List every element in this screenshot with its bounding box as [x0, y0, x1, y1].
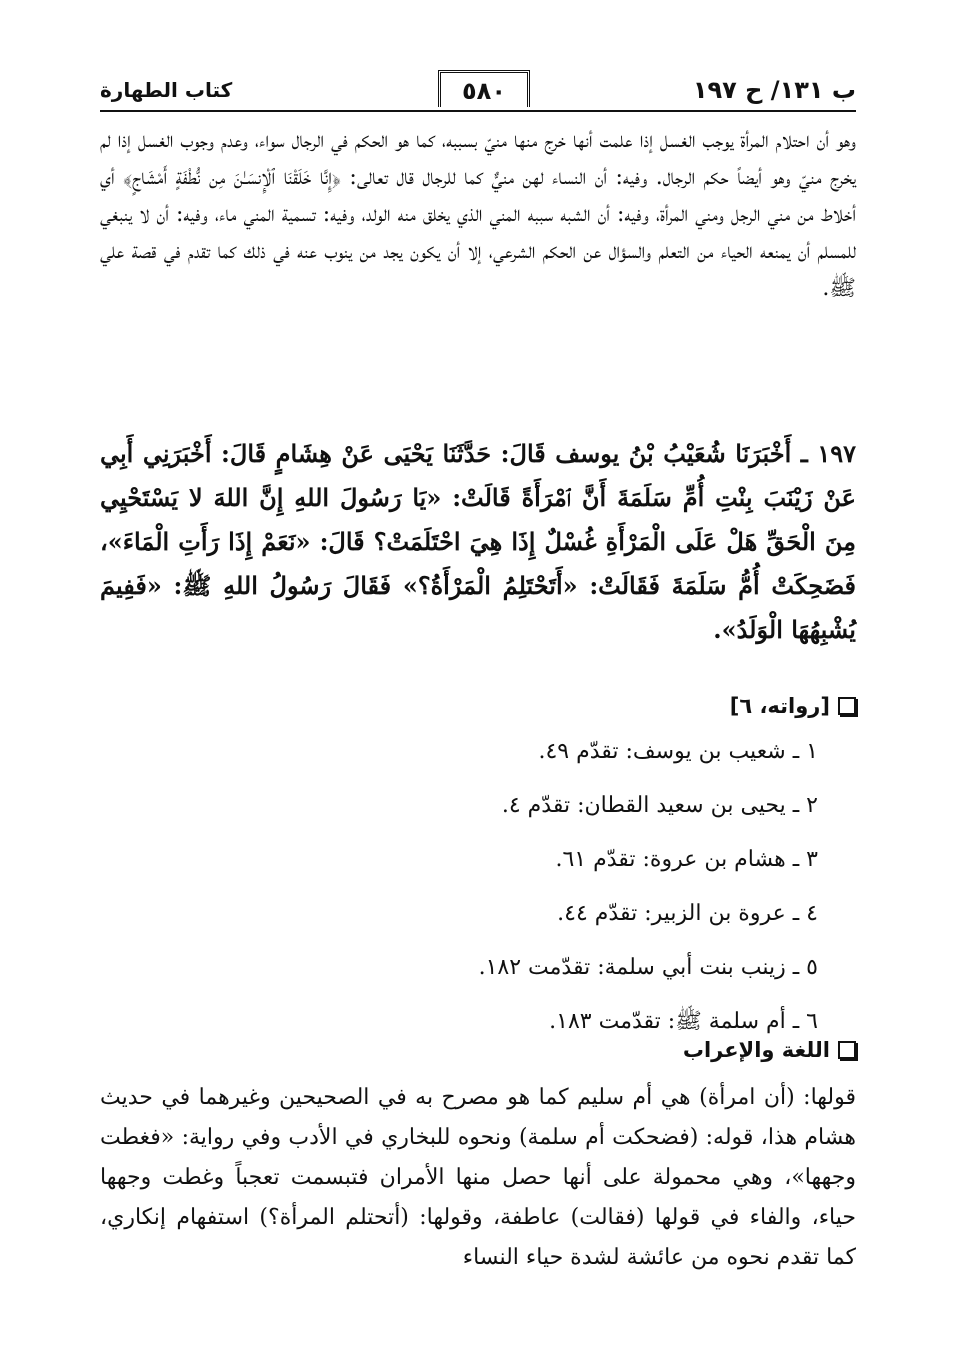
narrator-item: ١ ـ شعيب بن يوسف: تقدّم ٤٩. [538, 739, 818, 764]
language-title-text: اللغة والإعراب [682, 1038, 830, 1062]
page-number: ٥٨٠ [438, 70, 530, 107]
page-header [100, 70, 856, 108]
language-paragraph: قولها: (أن امرأة) هي أم سليم كما هو مصرح به في الصحيحين وغيرهما في حديث هشام هذا، قوله: (فضحكت أم سلمة) ونحوه للبخاري في الأدب وفي رواية: «فغطت وجهها»، وهي محمولة على أنها حصل منها الأمران فتبسمت تعجباً وغطت وجهها حياء، والفاء في قولها (فقالت) عاطفة، وقولها: (أتحتلم المرأة؟) استفهام إنكاري، كما تقدم نحوه من عائشة لشدة حياء النساء [100, 1085, 856, 1270]
narrator-item: ٣ ـ هشام بن عروة: تقدّم ٦١. [555, 847, 818, 872]
narrators-list [479, 732, 818, 1056]
narrators-section-title [730, 694, 856, 718]
header-divider [100, 110, 856, 112]
square-bullet-icon [838, 1041, 856, 1059]
narrator-item: ٤ ـ عروة بن الزبير: تقدّم ٤٤. [557, 901, 818, 926]
narrator-item: ٥ ـ زينب بنت أبي سلمة: تقدّمت ١٨٢. [478, 955, 818, 980]
book-title: كتاب الطهارة [100, 78, 233, 102]
narrators-title-text: [رواته، ٦] [729, 694, 830, 718]
commentary-paragraph: وهو أن احتلام المرأة يوجب الغسل إذا علمت أنها خرج منها منيّ بسببه، كما هو الحكم في الرجال سواء، وعدم وجوب الغسل إذا لم يخرج منيّ وهو أيضاً حكم الرجال. وفيه: أن النساء لهن منيٌّ كما للرجال قال تعالى: ﴿إِنَّا خَلَقْنَا ٱلْإِنسَـٰنَ مِن نُّطْفَةٍ أَمْشَاجٍ﴾ أي أخلاط من مني الرجل ومني المرأة، وفيه: أن الشبه سببه المني الذي يخلق منه الولد، وفيه: تسمية المني ماء، وفيه: أن لا ينبغي للمسلم أن يمنعه الحياء من التعلم والسؤال عن الحكم الشرعي، إلا أن يكون يجد من ينوب عنه في ذلك كما تقدم في قصة علي ﷺ. [100, 128, 856, 301]
narrator-item: ٢ ـ يحيى بن سعيد القطان: تقدّم ٤. [501, 793, 818, 818]
narrator-item: ٦ ـ أم سلمة ﷺ: تقدّمت ١٨٣. [549, 1009, 818, 1034]
square-bullet-icon [838, 697, 856, 715]
language-section-title [683, 1038, 856, 1062]
hadith-reference: ب ١٣١/ ح ١٩٧ [692, 76, 856, 104]
hadith-text: ١٩٧ ـ أَخْبَرَنَا شُعَيْبُ بْنُ يوسف قَالَ: حَدَّثَنَا يَحْيَى عَنْ هِشَامٍ قَالَ: أَخْبَرَنِي أَبِي عَنْ زَيْنَبَ بِنْتِ أُمِّ سَلَمَةَ أَنَّ ٱمْرَأَةً قَالَتْ: «يَا رَسُولَ اللهِ إِنَّ اللهَ لا يَسْتَحْيِي مِنَ الْحَقِّ هَلْ عَلَى الْمَرْأَةِ غُسْلٌ إِذَا هِيَ احْتَلَمَتْ؟ قَالَ: «نَعَمْ إِذَا رَأَتِ الْمَاءَ»، فَضَحِكَتْ أُمُّ سَلَمَةَ فَقَالَتْ: «أَتَحْتَلِمُ الْمَرْأَةُ؟» فَقَالَ رَسُولُ اللهِ ﷺ: «فَفِيمَ يُشْبِهُهَا الْوَلَدُ». [100, 439, 856, 644]
